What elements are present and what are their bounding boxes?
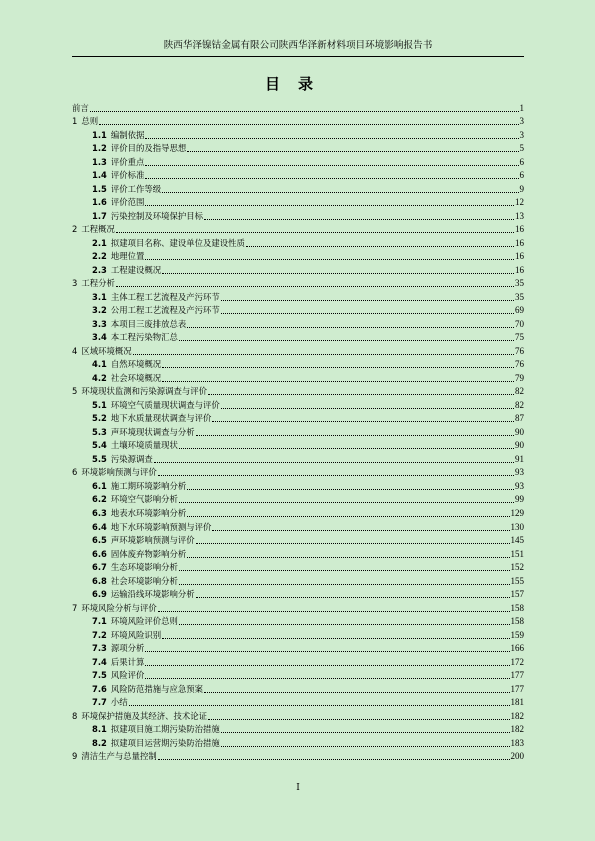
toc-entry[interactable] [72, 588, 524, 602]
toc-entry-page: 166 [510, 643, 524, 654]
toc-entry-number: 3.3 [92, 318, 107, 329]
toc-dot-leader [221, 408, 514, 409]
toc-entry-number: 7.5 [92, 670, 107, 681]
toc-entry-label: 评价标准 [110, 170, 145, 181]
toc-entry-number: 6 [72, 467, 78, 478]
toc-entry-page: 1 [519, 102, 524, 113]
toc-entry-number: 2.2 [92, 251, 107, 262]
toc-entry-label: 拟建项目名称、建设单位及建设性质 [110, 237, 245, 248]
toc-entry-label: 小结 [110, 697, 128, 708]
toc-entry-page: 129 [510, 507, 524, 518]
toc-entry-label: 环境空气影响分析 [110, 494, 178, 505]
toc-dot-leader [221, 732, 510, 733]
toc-dot-leader [221, 300, 514, 301]
toc-dot-leader [162, 381, 514, 382]
toc-entry-label: 社会环境概况 [110, 372, 162, 383]
toc-entry-page: 16 [515, 224, 524, 235]
toc-dot-leader [208, 394, 514, 395]
toc-entry-page: 90 [515, 440, 524, 451]
toc-entry-page: 12 [515, 197, 524, 208]
toc-dot-leader [196, 597, 510, 598]
toc-entry-number: 3.4 [92, 332, 107, 343]
toc-entry[interactable] [72, 506, 524, 520]
toc-entry-number: 1.1 [92, 129, 107, 140]
running-header: 陕西华泽镍钴金属有限公司陕西华泽新材料项目环境影响报告书 [163, 40, 433, 51]
toc-entry-number: 5.4 [92, 440, 107, 451]
toc-entry-page: 159 [510, 629, 524, 640]
toc-entry-label: 社会环境影响分析 [110, 575, 178, 586]
toc-entry-label: 风险防范措施与应急预案 [110, 683, 203, 694]
toc-entry-page: 130 [510, 521, 524, 532]
toc-entry-page: 158 [510, 616, 524, 627]
toc-entry-label: 地下水质量现状调查与评价 [110, 413, 212, 424]
toc-entry[interactable] [72, 331, 524, 345]
toc-entry-label: 环境空气质量现状调查与评价 [110, 399, 220, 410]
toc-entry-page: 35 [515, 278, 524, 289]
toc-entry-label: 环境风险分析与评价 [81, 602, 157, 613]
toc-entry-number: 1.5 [92, 183, 107, 194]
toc-entry-page: 35 [515, 291, 524, 302]
toc-entry[interactable] [72, 196, 524, 210]
toc-entry-page: 9 [519, 183, 524, 194]
toc-entry-page: 3 [519, 129, 524, 140]
toc-entry-label: 施工期环境影响分析 [110, 480, 187, 491]
toc-entry-page: 177 [510, 670, 524, 681]
toc-entry-label: 自然环境概况 [110, 359, 162, 370]
toc-dot-leader [221, 313, 514, 314]
table-of-contents [72, 101, 524, 763]
toc-entry-label: 主体工程工艺流程及产污环节 [110, 291, 220, 302]
toc-entry-number: 5.5 [92, 453, 107, 464]
toc-entry-page: 82 [515, 399, 524, 410]
toc-entry-number: 5.2 [92, 413, 107, 424]
toc-entry-number: 7 [72, 602, 78, 613]
toc-entry-number: 5.3 [92, 426, 107, 437]
toc-dot-leader [187, 151, 518, 152]
toc-entry-number: 1.3 [92, 156, 107, 167]
toc-entry-number: 6.8 [92, 575, 107, 586]
toc-dot-leader [187, 557, 509, 558]
toc-entry-page: 16 [515, 264, 524, 275]
toc-entry-label: 生态环境影响分析 [110, 562, 178, 573]
toc-dot-leader [145, 651, 509, 652]
toc-entry-number: 6.2 [92, 494, 107, 505]
toc-dot-leader [158, 611, 510, 612]
toc-entry-page: 183 [510, 737, 524, 748]
toc-entry-label: 污染控制及环境保护目标 [110, 210, 203, 221]
toc-entry[interactable] [72, 358, 524, 372]
toc-entry[interactable] [72, 263, 524, 277]
page-number: I [296, 783, 300, 793]
toc-entry-page: 177 [510, 683, 524, 694]
toc-entry-page: 13 [515, 210, 524, 221]
toc-entry-number: 7.7 [92, 697, 107, 708]
toc-entry-number: 4.1 [92, 359, 107, 370]
toc-entry-label: 后果计算 [110, 656, 145, 667]
toc-entry[interactable] [72, 466, 524, 480]
toc-entry-number: 1.4 [92, 170, 107, 181]
toc-dot-leader [99, 124, 518, 125]
toc-entry-page: 6 [519, 170, 524, 181]
toc-entry-label: 清洁生产与总量控制 [81, 751, 157, 762]
toc-entry[interactable] [72, 155, 524, 169]
toc-dot-leader [162, 367, 514, 368]
toc-entry[interactable] [72, 250, 524, 264]
toc-dot-leader [116, 286, 514, 287]
toc-entry[interactable] [72, 547, 524, 561]
toc-entry-page: 76 [515, 345, 524, 356]
toc-entry-label: 环境风险评价总则 [110, 616, 178, 627]
toc-dot-leader [162, 638, 509, 639]
toc-entry-number: 6.4 [92, 521, 107, 532]
toc-entry-page: 76 [515, 359, 524, 370]
toc-entry[interactable] [72, 412, 524, 426]
toc-entry-page: 90 [515, 426, 524, 437]
toc-entry-page: 200 [510, 751, 524, 762]
toc-dot-leader [221, 746, 510, 747]
toc-dot-leader [145, 678, 509, 679]
toc-entry-number: 8.2 [92, 737, 107, 748]
toc-dot-leader [204, 219, 514, 220]
toc-entry[interactable] [72, 304, 524, 318]
toc-dot-leader [179, 448, 514, 449]
toc-entry-label: 公用工程工艺流程及产污环节 [110, 305, 220, 316]
toc-entry[interactable] [72, 696, 524, 710]
toc-entry[interactable] [72, 534, 524, 548]
toc-entry[interactable] [72, 115, 524, 129]
toc-entry-number: 7.3 [92, 643, 107, 654]
toc-dot-leader [154, 462, 514, 463]
toc-entry-label: 工程概况 [81, 224, 115, 235]
toc-entry-number: 5 [72, 386, 78, 397]
toc-entry-label: 地表水环境影响分析 [110, 507, 187, 518]
toc-entry-label: 风险评价 [110, 670, 145, 681]
toc-dot-leader [204, 692, 510, 693]
toc-entry-label: 拟建项目施工期污染防治措施 [110, 724, 220, 735]
toc-entry[interactable] [72, 385, 524, 399]
toc-entry-number: 2.3 [92, 264, 107, 275]
toc-entry-number: 8 [72, 710, 78, 721]
toc-dot-leader [212, 530, 509, 531]
toc-entry[interactable] [72, 371, 524, 385]
toc-entry-label: 区域环境概况 [81, 345, 132, 356]
toc-entry[interactable] [72, 425, 524, 439]
toc-entry[interactable] [72, 142, 524, 156]
toc-entry-number: 9 [72, 751, 78, 762]
toc-dot-leader [90, 111, 519, 112]
toc-entry-page: 145 [510, 535, 524, 546]
toc-entry[interactable] [72, 520, 524, 534]
toc-dot-leader [145, 138, 518, 139]
toc-entry-page: 182 [510, 724, 524, 735]
toc-dot-leader [145, 178, 518, 179]
toc-entry-page: 152 [510, 562, 524, 573]
toc-entry[interactable] [72, 452, 524, 466]
toc-entry-number: 7.4 [92, 656, 107, 667]
toc-entry-page: 172 [510, 656, 524, 667]
toc-entry-number: 1 [72, 116, 78, 127]
toc-entry-label: 本工程污染物汇总 [110, 332, 178, 343]
toc-entry-page: 70 [515, 318, 524, 329]
toc-entry-label: 土壤环境质量现状 [110, 440, 178, 451]
toc-entry-label: 环境影响预测与评价 [81, 467, 157, 478]
toc-entry-label: 工程建设概况 [110, 264, 162, 275]
toc-entry-label: 声环境影响预测与评价 [110, 535, 195, 546]
toc-entry-page: 93 [515, 480, 524, 491]
toc-entry-number: 7.6 [92, 683, 107, 694]
toc-dot-leader [208, 719, 510, 720]
toc-dot-leader [187, 327, 514, 328]
toc-dot-leader [179, 624, 510, 625]
toc-entry[interactable] [72, 236, 524, 250]
toc-entry[interactable] [72, 736, 524, 750]
toc-dot-leader [145, 165, 518, 166]
toc-entry-label: 运输沿线环境影响分析 [110, 589, 195, 600]
toc-entry-page: 151 [510, 548, 524, 559]
toc-entry-page: 79 [515, 372, 524, 383]
toc-entry-label: 污染源调查 [110, 453, 153, 464]
toc-dot-leader [179, 584, 510, 585]
toc-entry-label: 本项目三废排放总表 [110, 318, 187, 329]
toc-dot-leader [187, 489, 514, 490]
toc-entry[interactable] [72, 317, 524, 331]
header-rule [72, 56, 524, 57]
toc-entry[interactable] [72, 682, 524, 696]
toc-entry-label: 环境风险识别 [110, 629, 162, 640]
toc-entry-number: 6.3 [92, 507, 107, 518]
toc-dot-leader [162, 192, 518, 193]
toc-entry[interactable] [72, 182, 524, 196]
toc-entry[interactable] [72, 398, 524, 412]
toc-entry[interactable] [72, 750, 524, 764]
toc-entry-page: 158 [510, 602, 524, 613]
toc-entry-number: 6.7 [92, 562, 107, 573]
toc-entry[interactable] [72, 723, 524, 737]
toc-entry-label: 工程分析 [81, 278, 115, 289]
toc-dot-leader [116, 232, 514, 233]
toc-entry-page: 69 [515, 305, 524, 316]
toc-dot-leader [145, 259, 514, 260]
toc-entry[interactable] [72, 290, 524, 304]
toc-entry[interactable] [72, 128, 524, 142]
toc-entry[interactable] [72, 574, 524, 588]
toc-entry[interactable] [72, 669, 524, 683]
toc-entry[interactable] [72, 642, 524, 656]
toc-entry-label: 评价范围 [110, 197, 145, 208]
toc-entry-page: 16 [515, 237, 524, 248]
toc-dot-leader [246, 246, 514, 247]
toc-entry-number: 6.6 [92, 548, 107, 559]
toc-entry[interactable] [72, 439, 524, 453]
toc-entry-page: 157 [510, 589, 524, 600]
page-title: 目录 [264, 75, 331, 93]
toc-entry-number: 7.2 [92, 629, 107, 640]
toc-dot-leader [179, 340, 514, 341]
toc-entry-number: 2.1 [92, 237, 107, 248]
toc-entry-number: 6.9 [92, 589, 107, 600]
toc-entry-number: 3.2 [92, 305, 107, 316]
toc-dot-leader [145, 205, 514, 206]
toc-entry[interactable] [72, 277, 524, 291]
toc-entry[interactable] [72, 479, 524, 493]
toc-entry-page: 87 [515, 413, 524, 424]
toc-entry[interactable] [72, 169, 524, 183]
toc-entry-label: 评价重点 [110, 156, 145, 167]
toc-dot-leader [212, 421, 514, 422]
toc-entry-label: 评价工作等级 [110, 183, 162, 194]
toc-dot-leader [162, 273, 514, 274]
toc-entry-number: 6.1 [92, 480, 107, 491]
toc-entry-number: 1.2 [92, 143, 107, 154]
toc-entry[interactable] [72, 561, 524, 575]
toc-entry-number: 3 [72, 278, 78, 289]
toc-entry-page: 3 [519, 116, 524, 127]
toc-entry-label: 地下水环境影响预测与评价 [110, 521, 212, 532]
toc-entry-number: 1.6 [92, 197, 107, 208]
toc-dot-leader [179, 570, 510, 571]
toc-entry-label: 环境现状监测和污染源调查与评价 [81, 386, 207, 397]
toc-entry-label: 前言 [72, 102, 89, 113]
toc-entry-number: 3.1 [92, 291, 107, 302]
toc-dot-leader [133, 354, 514, 355]
toc-entry-page: 155 [510, 575, 524, 586]
toc-entry-number: 8.1 [92, 724, 107, 735]
toc-dot-leader [158, 759, 510, 760]
toc-entry[interactable] [72, 615, 524, 629]
toc-entry[interactable] [72, 493, 524, 507]
toc-entry-page: 6 [519, 156, 524, 167]
toc-dot-leader [187, 516, 509, 517]
toc-entry-number: 5.1 [92, 399, 107, 410]
toc-entry-label: 拟建项目运营期污染防治措施 [110, 737, 220, 748]
toc-entry[interactable] [72, 209, 524, 223]
toc-entry-label: 评价目的及指导思想 [110, 143, 187, 154]
toc-entry-label: 环境保护措施及其经济、技术论证 [81, 710, 207, 721]
toc-entry-label: 编制依据 [110, 129, 145, 140]
toc-entry-label: 声环境现状调查与分析 [110, 426, 195, 437]
toc-entry-label: 地理位置 [110, 251, 145, 262]
toc-entry-number: 6.5 [92, 535, 107, 546]
toc-entry-number: 2 [72, 224, 78, 235]
toc-entry[interactable] [72, 344, 524, 358]
toc-dot-leader [196, 435, 514, 436]
toc-entry-page: 93 [515, 467, 524, 478]
toc-entry-page: 91 [515, 453, 524, 464]
toc-entry-number: 7.1 [92, 616, 107, 627]
toc-entry-page: 75 [515, 332, 524, 343]
toc-entry-page: 82 [515, 386, 524, 397]
toc-entry-number: 4.2 [92, 372, 107, 383]
toc-entry-number: 1.7 [92, 210, 107, 221]
toc-dot-leader [196, 543, 510, 544]
toc-entry-page: 181 [510, 697, 524, 708]
toc-entry-label: 固体废弃物影响分析 [110, 548, 187, 559]
toc-dot-leader [145, 665, 509, 666]
toc-entry[interactable] [72, 628, 524, 642]
toc-entry-page: 182 [510, 710, 524, 721]
toc-entry[interactable] [72, 601, 524, 615]
toc-dot-leader [158, 475, 514, 476]
toc-entry-page: 99 [515, 494, 524, 505]
toc-entry-label: 源项分析 [110, 643, 145, 654]
toc-entry-number: 4 [72, 345, 78, 356]
toc-entry[interactable] [72, 101, 524, 115]
toc-dot-leader [129, 705, 510, 706]
toc-entry-page: 5 [519, 143, 524, 154]
toc-entry[interactable] [72, 709, 524, 723]
toc-entry[interactable] [72, 655, 524, 669]
toc-entry[interactable] [72, 223, 524, 237]
toc-dot-leader [179, 502, 514, 503]
toc-entry-label: 总则 [81, 116, 99, 127]
toc-entry-page: 16 [515, 251, 524, 262]
